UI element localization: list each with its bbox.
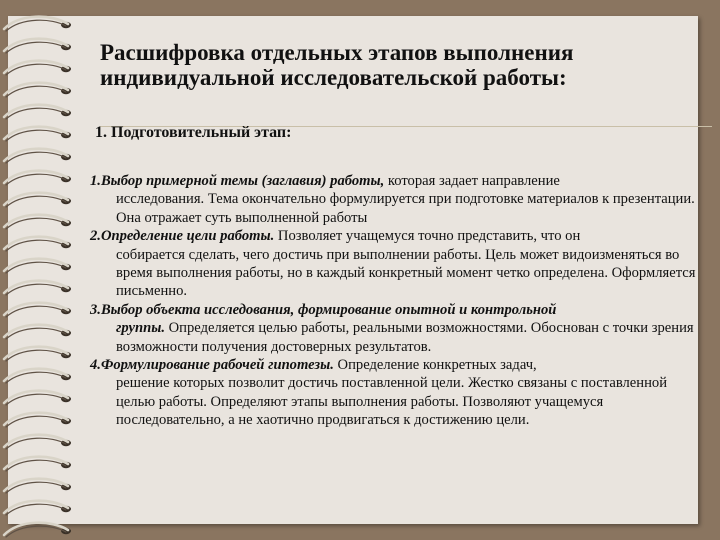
item-text: собирается сделать, чего достичь при выполнении работы. Цель может видоизменяться во время выполнения работы, но в каждый конкретный момент четко определена. Оформляется письменно. (116, 246, 696, 300)
spiral-ring (4, 347, 71, 361)
item-text-first: Позволяет учащемуся точно представить, что он (274, 228, 581, 245)
spiral-ring (4, 435, 71, 449)
item-heading: 1.Выбор примерной темы (заглавия) работы, (90, 173, 385, 189)
item-text: Определяется целью работы, реальными возможностями. Обоснован с точки зрения возможности получения достоверных результатов. (116, 320, 694, 355)
list-item (90, 356, 696, 430)
spiral-ring (4, 105, 71, 119)
spiral-ring (4, 171, 71, 185)
title-line-2: индивидуальной исследовательской работы: (100, 65, 567, 90)
item-text-first: Определение конкретных задач, (333, 357, 537, 374)
spiral-ring (4, 457, 71, 471)
spiral-ring (4, 237, 71, 251)
spiral-ring (4, 391, 71, 405)
item-heading-cont: группы. (116, 320, 165, 337)
spiral-ring (4, 523, 71, 537)
list-item (90, 301, 696, 356)
spiral-ring (4, 127, 71, 141)
title-line-1: Расшифровка отдельных этапов выполнения (100, 40, 574, 65)
item-text-first: которая задает направление (384, 173, 560, 189)
spiral-ring (4, 501, 71, 515)
spiral-ring (4, 479, 71, 493)
spiral-ring (4, 369, 71, 383)
spiral-ring (4, 325, 71, 339)
item-heading: 4.Формулирование рабочей гипотезы. (90, 357, 334, 374)
spiral-ring (4, 61, 71, 75)
section-subtitle: 1. Подготовительный этап: (95, 124, 292, 141)
list-item (90, 172, 696, 227)
item-text: исследования. Тема окончательно формулируется при подготовке материалов к презентации. Она отражает суть выполненной работы (116, 191, 695, 226)
item-heading: 2.Определение цели работы. (90, 228, 275, 245)
spiral-ring (4, 281, 71, 295)
spiral-ring (4, 413, 71, 427)
spiral-ring (4, 215, 71, 229)
slide-title (100, 40, 680, 90)
item-text: решение которых позволит достичь поставленной цели. Жестко связаны с поставленной целью работы. Определяют этапы выполнения работы. Позволяют учащемуся последовательно, а не хаотично продвигаться к достижению цели. (116, 375, 667, 429)
spiral-binding-icon (0, 0, 90, 540)
item-text-block (90, 319, 696, 356)
spiral-ring (4, 193, 71, 207)
item-heading: 3.Выбор объекта исследования, формирование опытной и контрольной (90, 301, 557, 318)
spiral-ring (4, 149, 71, 163)
stage-list (90, 172, 696, 430)
spiral-ring (4, 17, 71, 31)
spiral-ring (4, 303, 71, 317)
spiral-ring (4, 83, 71, 97)
spiral-ring (4, 259, 71, 273)
spiral-ring (4, 39, 71, 53)
list-item (90, 227, 696, 301)
